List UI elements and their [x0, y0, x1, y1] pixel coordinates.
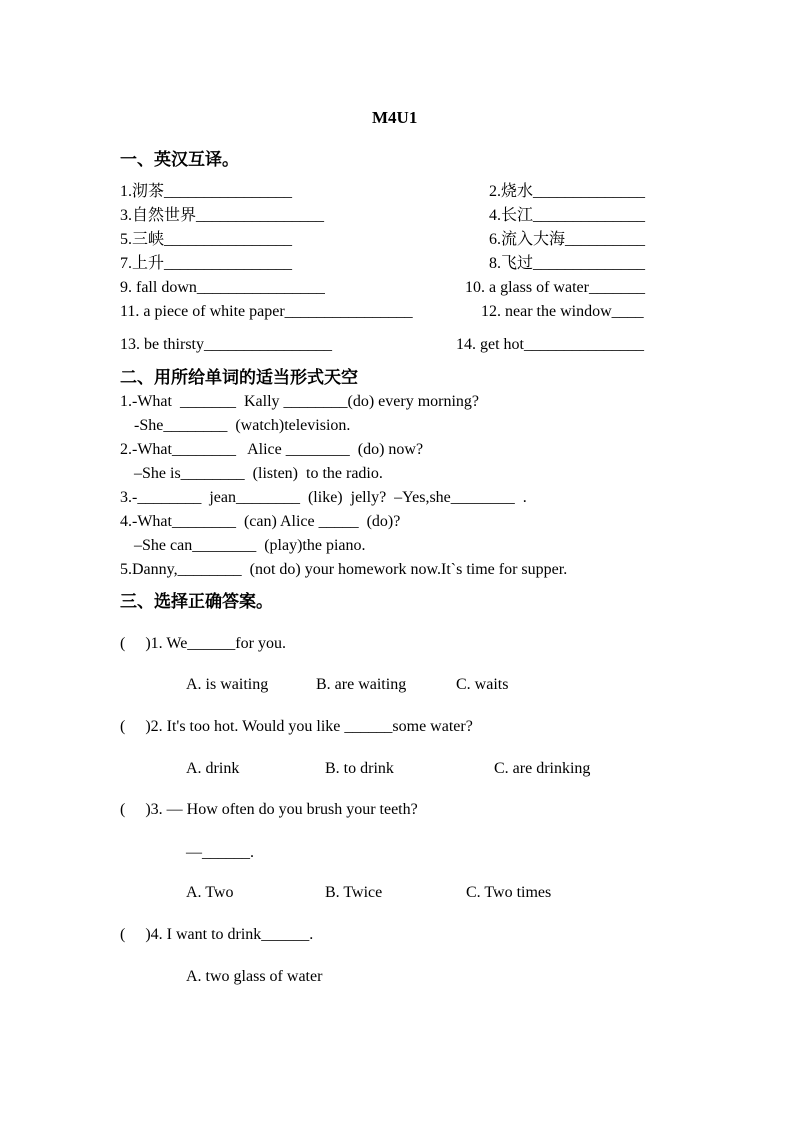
question-2-option-c: C. are drinking	[494, 760, 591, 777]
question-1-option-a: A. is waiting	[186, 676, 269, 693]
question-1-option-c: C. waits	[456, 676, 509, 693]
section1-item-10: 10. a glass of water_______	[465, 279, 645, 296]
question-3-option-b: B. Twice	[325, 884, 383, 901]
section1-heading: 一、英汉互译。	[120, 150, 239, 169]
question-3-option-c: C. Two times	[466, 884, 552, 901]
section2-heading: 二、用所给单词的适当形式天空	[120, 368, 358, 387]
section1-item-3: 3.自然世界________________	[120, 207, 325, 224]
section1-item-8: 8.飞过______________	[489, 255, 646, 272]
section1-item-13: 13. be thirsty________________	[120, 336, 332, 353]
section2-line: 5.Danny,________ (not do) your homework now.It`s time for supper.	[120, 561, 568, 578]
page-title: M4U1	[372, 108, 418, 127]
section1-item-4: 4.长江______________	[489, 207, 646, 224]
section2-line: –She is________ (listen) to the radio.	[126, 465, 383, 482]
question-2-option-b: B. to drink	[325, 760, 394, 777]
section2-line: –She can________ (play)the piano.	[126, 537, 366, 554]
section1-item-9: 9. fall down________________	[120, 279, 325, 296]
question-3-option-a: A. Two	[186, 884, 234, 901]
section2-line: -She________ (watch)television.	[126, 417, 351, 434]
question-3-stem: ( )3. — How often do you brush your teeth?	[120, 801, 418, 818]
question-4-stem: ( )4. I want to drink______.	[120, 926, 314, 943]
question-2-option-a: A. drink	[186, 760, 240, 777]
section1-item-7: 7.上升________________	[120, 255, 293, 272]
section2-line: 4.-What________ (can) Alice _____ (do)?	[120, 513, 401, 530]
question-1-option-b: B. are waiting	[316, 676, 407, 693]
question-2-stem: ( )2. It's too hot. Would you like ______some water?	[120, 718, 473, 735]
section2-line: 2.-What________ Alice ________ (do) now?	[120, 441, 424, 458]
section1-item-2: 2.烧水______________	[489, 183, 646, 200]
section1-item-14: 14. get hot_______________	[456, 336, 644, 353]
section2-line: 3.-________ jean________ (like) jelly? –Yes,she________ .	[120, 489, 527, 506]
section3-heading: 三、选择正确答案。	[120, 592, 273, 611]
section1-item-11: 11. a piece of white paper________________	[120, 303, 413, 320]
question-1-stem: ( )1. We______for you.	[120, 635, 286, 652]
section1-item-1: 1.沏茶________________	[120, 183, 293, 200]
question-3-answer-line: —______.	[186, 844, 254, 861]
question-4-option-a: A. two glass of water	[186, 968, 323, 985]
section1-item-5: 5.三峡________________	[120, 231, 293, 248]
section2-line: 1.-What _______ Kally ________(do) every morning?	[120, 393, 480, 410]
section1-item-12: 12. near the window____	[481, 303, 644, 320]
section1-item-6: 6.流入大海__________	[489, 231, 646, 248]
